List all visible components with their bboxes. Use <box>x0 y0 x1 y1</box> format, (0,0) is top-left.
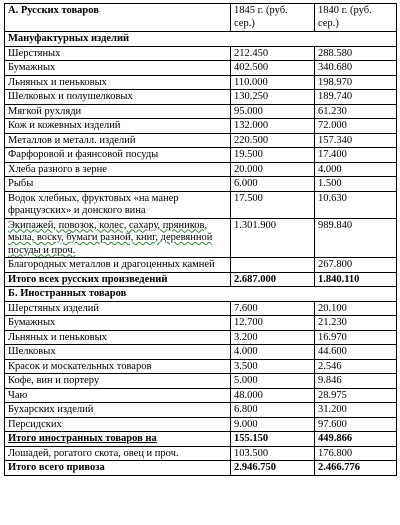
item-name: Шелковых <box>5 345 231 360</box>
value-1845: 402.500 <box>231 61 315 76</box>
livestock-1845: 103.500 <box>231 446 315 461</box>
value-1845: 110.000 <box>231 75 315 90</box>
foreign-total-1840: 449.866 <box>315 432 397 447</box>
grand-total-row <box>5 461 397 476</box>
item-name: Шерстяных изделий <box>5 301 231 316</box>
value-1840: 157.340 <box>315 133 397 148</box>
item-name: Бумажных <box>5 61 231 76</box>
section-title-manufactures: Мануфактурных изделий <box>5 32 397 47</box>
value-1845: 17.500 <box>231 191 315 218</box>
document-page <box>4 3 397 476</box>
russian-goods-body <box>5 46 397 272</box>
value-1840: 189.740 <box>315 90 397 105</box>
item-name: Льняных и пеньковых <box>5 330 231 345</box>
value-1845: 3.200 <box>231 330 315 345</box>
header-1840: 1840 г. (руб. сер.) <box>315 4 397 32</box>
grand-total-1845: 2.946.750 <box>231 461 315 476</box>
table-row <box>5 330 397 345</box>
value-1840: 4.000 <box>315 162 397 177</box>
grand-total-1840: 2.466.776 <box>315 461 397 476</box>
item-name: Льняных и пеньковых <box>5 75 231 90</box>
table-row <box>5 218 397 258</box>
value-1840: 198.970 <box>315 75 397 90</box>
table-row <box>5 90 397 105</box>
value-1845: 3.500 <box>231 359 315 374</box>
value-1845: 48.000 <box>231 388 315 403</box>
table-row <box>5 133 397 148</box>
value-1840: 9.846 <box>315 374 397 389</box>
foreign-total-label: Итого иностранных товаров на <box>5 432 231 447</box>
russian-total-1840: 1.840.110 <box>315 272 397 287</box>
item-name: Рыбы <box>5 177 231 192</box>
table-row <box>5 359 397 374</box>
value-1845: 132.000 <box>231 119 315 134</box>
header-section-a: А. Русских товаров <box>5 4 231 32</box>
value-1845: 130.250 <box>231 90 315 105</box>
value-1840: 16.970 <box>315 330 397 345</box>
header-1845: 1845 г. (руб. сер.) <box>231 4 315 32</box>
value-1845: 19.500 <box>231 148 315 163</box>
value-1840: 61.230 <box>315 104 397 119</box>
value-1840: 44.600 <box>315 345 397 360</box>
value-1845: 4.000 <box>231 345 315 360</box>
value-1840: 72.000 <box>315 119 397 134</box>
value-1845: 6.800 <box>231 403 315 418</box>
value-1840: 2.546 <box>315 359 397 374</box>
value-1840: 340.680 <box>315 61 397 76</box>
table-row <box>5 162 397 177</box>
table-row <box>5 345 397 360</box>
item-name: Бумажных <box>5 316 231 331</box>
value-1845: 212.450 <box>231 46 315 61</box>
trade-table <box>4 3 397 476</box>
livestock-1840: 176.800 <box>315 446 397 461</box>
grand-total-label: Итого всего привоза <box>5 461 231 476</box>
table-row <box>5 148 397 163</box>
item-name: Металлов и металл. изделий <box>5 133 231 148</box>
value-1845: 20.000 <box>231 162 315 177</box>
item-name: Водок хлебных, фруктовых «на манер французских» и донского вина <box>5 191 231 218</box>
item-name: Кож и кожевных изделий <box>5 119 231 134</box>
value-1840: 97.600 <box>315 417 397 432</box>
table-row <box>5 417 397 432</box>
value-1840: 267.800 <box>315 258 397 273</box>
table-row <box>5 388 397 403</box>
table-row <box>5 104 397 119</box>
foreign-total-1845: 155.150 <box>231 432 315 447</box>
value-1840: 1.500 <box>315 177 397 192</box>
table-row <box>5 301 397 316</box>
value-1845: 5.000 <box>231 374 315 389</box>
value-1845 <box>231 258 315 273</box>
livestock-row <box>5 446 397 461</box>
item-name: Благородных металлов и драгоценных камней <box>5 258 231 273</box>
value-1845: 1.301.900 <box>231 218 315 258</box>
value-1845: 9.000 <box>231 417 315 432</box>
value-1840: 21.230 <box>315 316 397 331</box>
value-1840: 989.840 <box>315 218 397 258</box>
section-title-foreign: Б. Иностранных товаров <box>5 287 397 302</box>
table-row <box>5 191 397 218</box>
table-row <box>5 75 397 90</box>
table-row <box>5 46 397 61</box>
russian-total-row <box>5 272 397 287</box>
value-1840: 20.100 <box>315 301 397 316</box>
section-row-foreign <box>5 287 397 302</box>
item-name: Шерстяных <box>5 46 231 61</box>
item-name: Экипажей, повозок, колес, сахару, пряников, мыла, воску, бумаги разной, книг, деревянной посуды и проч. <box>5 218 231 258</box>
value-1840: 10.630 <box>315 191 397 218</box>
russian-total-label: Итого всех русских произведений <box>5 272 231 287</box>
value-1845: 7.600 <box>231 301 315 316</box>
value-1840: 31.200 <box>315 403 397 418</box>
table-row <box>5 61 397 76</box>
table-row <box>5 374 397 389</box>
foreign-goods-body <box>5 301 397 432</box>
item-name: Бухарских изделий <box>5 403 231 418</box>
value-1840: 17.400 <box>315 148 397 163</box>
item-name: Чаю <box>5 388 231 403</box>
table-row <box>5 316 397 331</box>
value-1840: 28.975 <box>315 388 397 403</box>
foreign-total-row <box>5 432 397 447</box>
item-name: Кофе, вин и портеру <box>5 374 231 389</box>
item-name: Шелковых и полушелковых <box>5 90 231 105</box>
russian-total-1845: 2.687.000 <box>231 272 315 287</box>
value-1845: 95.000 <box>231 104 315 119</box>
section-row-manufactures <box>5 32 397 47</box>
item-name: Красок и москательных товаров <box>5 359 231 374</box>
item-name: Персидских <box>5 417 231 432</box>
table-row <box>5 177 397 192</box>
livestock-label: Лошадей, рогатого скота, овец и проч. <box>5 446 231 461</box>
table-header-row <box>5 4 397 32</box>
table-row <box>5 258 397 273</box>
value-1845: 220.500 <box>231 133 315 148</box>
value-1840: 288.580 <box>315 46 397 61</box>
item-name: Мягкой рухляди <box>5 104 231 119</box>
value-1845: 12.700 <box>231 316 315 331</box>
item-name: Хлеба разного в зерне <box>5 162 231 177</box>
table-row <box>5 403 397 418</box>
value-1845: 6.000 <box>231 177 315 192</box>
item-name: Фарфоровой и фаянсовой посуды <box>5 148 231 163</box>
table-row <box>5 119 397 134</box>
